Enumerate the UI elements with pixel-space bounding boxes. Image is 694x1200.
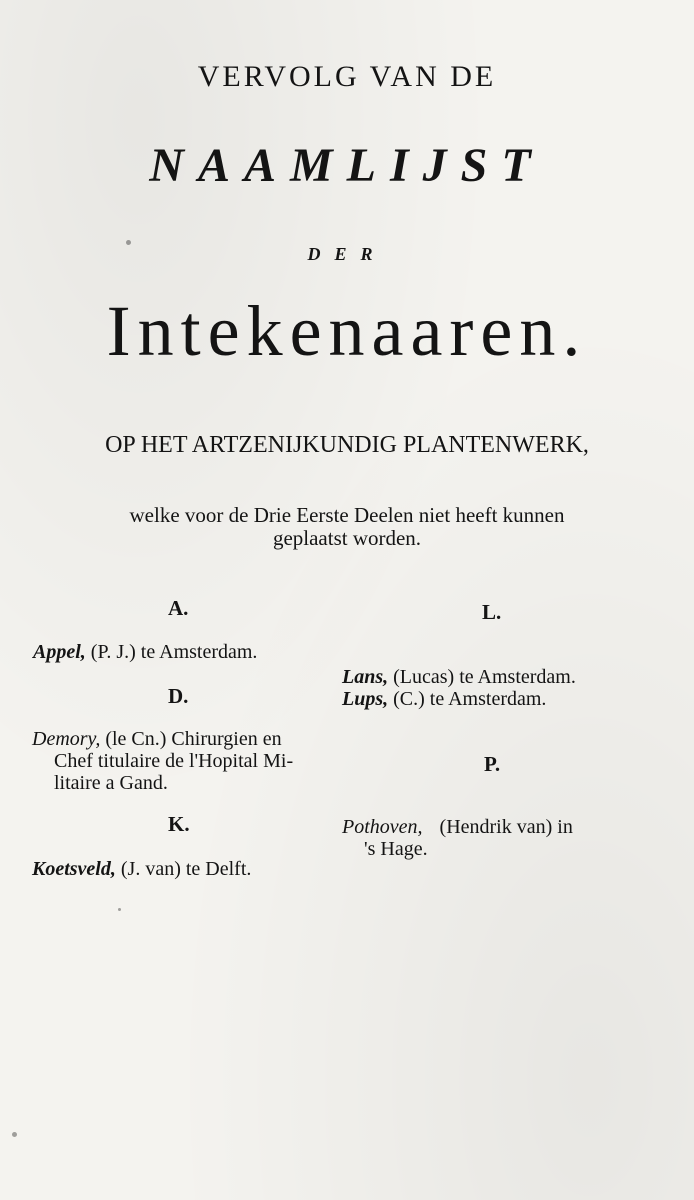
entry-appel xyxy=(33,641,257,663)
entry-appel-text: (P. J.) te Amsterdam. xyxy=(90,641,258,663)
section-letter-l: L. xyxy=(482,600,502,624)
entry-pothoven-name: Pothoven, xyxy=(342,816,423,838)
subtitle-line-2: geplaatst worden. xyxy=(272,526,422,550)
entry-lans-name: Lans, xyxy=(342,666,389,688)
section-letter-p: P. xyxy=(484,752,501,776)
section-letter-k: K. xyxy=(168,812,190,836)
heading-line-3: DER xyxy=(307,244,387,264)
entry-lups-text: (C.) te Amsterdam. xyxy=(393,688,547,710)
entry-pothoven-text-1: (Hendrik van) in xyxy=(439,816,573,838)
heading-line-5: OP HET ARTZENIJKUNDIG PLANTENWERK, xyxy=(105,432,589,458)
entry-koetsveld-text: (J. van) te Delft. xyxy=(120,858,252,880)
heading-line-2: NAAMLIJST xyxy=(149,139,545,192)
heading-line-1: VERVOLG VAN DE xyxy=(197,60,497,93)
entry-appel-name: Appel, xyxy=(33,641,86,663)
section-letter-d: D. xyxy=(168,684,189,708)
entry-lups-name: Lups, xyxy=(342,688,389,710)
scan-speck xyxy=(126,240,131,245)
entry-demory-text-2: Chef titulaire de l'Hopital Mi- xyxy=(54,750,294,772)
entry-demory-text-3: litaire a Gand. xyxy=(54,772,168,794)
subtitle-line-1: welke voor de Drie Eerste Deelen niet heeft kunnen xyxy=(129,503,565,527)
entry-lups xyxy=(342,688,546,710)
heading-line-4: Intekenaaren. xyxy=(106,291,588,371)
entry-demory-name: Demory, xyxy=(32,728,101,750)
entry-koetsveld-name: Koetsveld, xyxy=(32,858,116,880)
entry-pothoven-text-2: 's Hage. xyxy=(364,838,428,860)
section-letter-a: A. xyxy=(168,596,189,620)
scan-speck xyxy=(118,908,121,911)
entry-koetsveld xyxy=(32,858,251,880)
entry-lans xyxy=(342,666,576,688)
entry-demory xyxy=(32,728,342,794)
entry-demory-text-1: (le Cn.) Chirurgien en xyxy=(105,728,282,750)
scan-speck xyxy=(12,1132,17,1137)
entry-pothoven xyxy=(342,816,642,860)
entry-lans-text: (Lucas) te Amsterdam. xyxy=(393,666,576,688)
